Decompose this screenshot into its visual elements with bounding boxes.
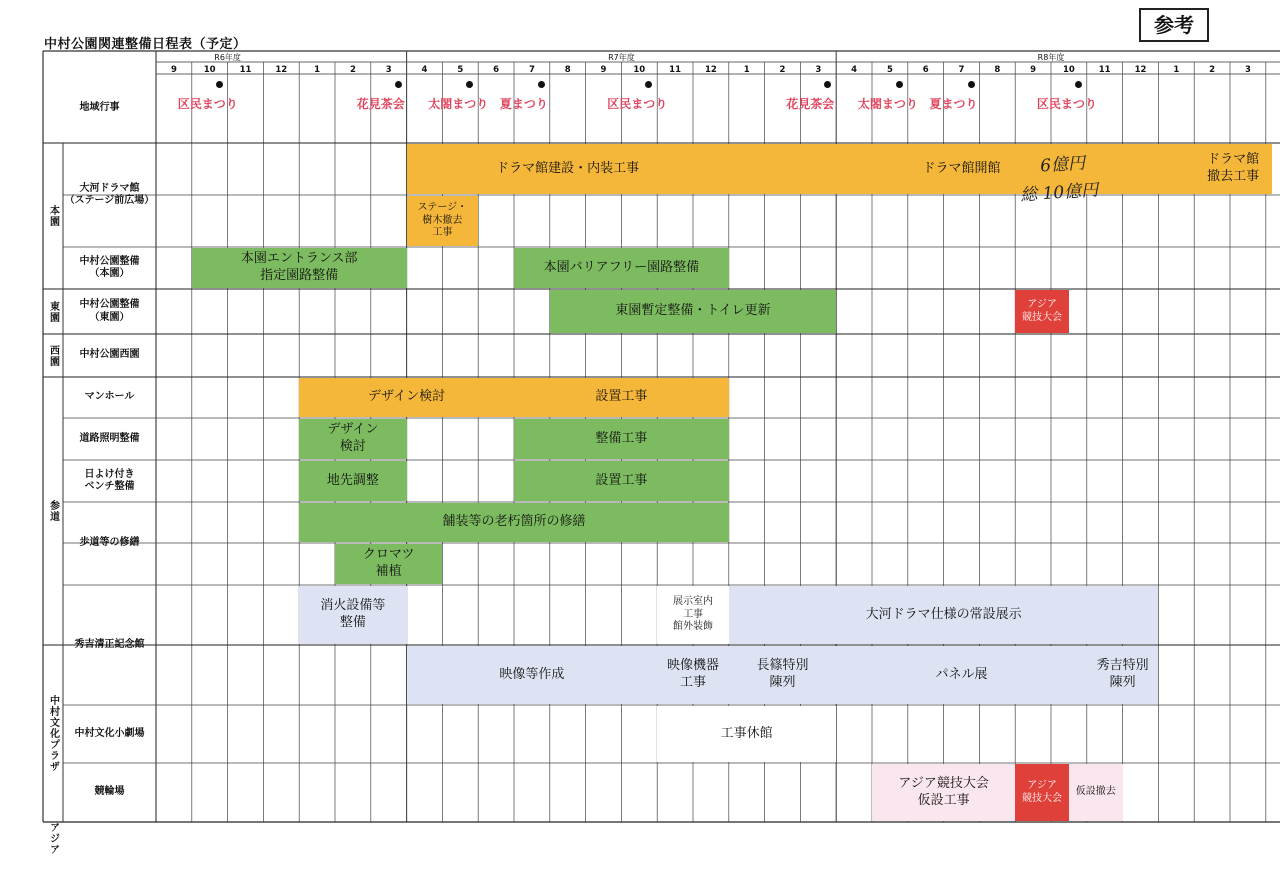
month-label: 3 bbox=[385, 65, 392, 75]
handwritten-note: 6億円 bbox=[1039, 153, 1086, 177]
event-label: 花見茶会 bbox=[356, 97, 405, 111]
month-label: 10 bbox=[203, 65, 216, 75]
schedule-bar: 長篠特別 陳列 bbox=[729, 646, 836, 704]
row-label: 中村文化小劇場 bbox=[74, 727, 145, 739]
month-label: 12 bbox=[704, 65, 717, 75]
row-label: 道路照明整備 bbox=[79, 432, 140, 444]
group-label: アジア bbox=[47, 822, 59, 855]
event-label: 太閤まつり bbox=[428, 97, 489, 111]
schedule-bar: 映像等作成 bbox=[407, 646, 658, 704]
month-label: 11 bbox=[669, 65, 681, 75]
schedule-bar: パネル展 bbox=[836, 646, 1087, 704]
month-label: 2 bbox=[779, 65, 786, 75]
month-label: 4 bbox=[851, 65, 858, 75]
row-label: 中村公園西園 bbox=[79, 349, 140, 361]
row-label: マンホール bbox=[84, 391, 135, 403]
schedule-bar: 設置工事 bbox=[514, 378, 729, 417]
event-label: 区民まつり bbox=[1036, 97, 1097, 111]
month-label: 2 bbox=[349, 65, 356, 75]
group-label: 東園 bbox=[47, 300, 59, 323]
schedule-bar: 消火設備等 整備 bbox=[299, 586, 406, 644]
schedule-bar: 地先調整 bbox=[299, 461, 406, 501]
schedule-bar: ドラマ館開館 bbox=[729, 144, 1194, 194]
schedule-bar: ドラマ館建設・内装工事 bbox=[407, 144, 729, 194]
month-label: 11 bbox=[1098, 65, 1111, 75]
month-label: 6 bbox=[922, 65, 929, 75]
event-label: 区民まつり bbox=[177, 97, 238, 111]
row-label: 大河ドラマ館 （ステージ前広場） bbox=[64, 182, 155, 206]
schedule-bar: 大河ドラマ仕様の常設展示 bbox=[729, 586, 1159, 644]
month-label: 9 bbox=[600, 65, 607, 75]
schedule-bar: アジア競技大会 仮設工事 bbox=[872, 764, 1015, 821]
fiscal-year-label: R8年度 bbox=[1037, 53, 1065, 62]
page-title: 中村公園関連整備日程表（予定） bbox=[44, 37, 247, 52]
month-label: 2 bbox=[1209, 65, 1216, 75]
month-label: 3 bbox=[815, 65, 822, 75]
group-label: 西園 bbox=[47, 344, 59, 367]
month-label: 9 bbox=[170, 65, 177, 75]
month-label: 5 bbox=[886, 65, 893, 75]
schedule-bar: デザイン 検討 bbox=[299, 419, 406, 459]
row-label: 地域行事 bbox=[79, 102, 120, 114]
schedule-bar: 映像機器 工事 bbox=[657, 646, 729, 704]
fiscal-year-label: R7年度 bbox=[608, 53, 635, 62]
event-label: 区民まつり bbox=[607, 97, 668, 111]
schedule-bar: アジア 競技大会 bbox=[1015, 290, 1069, 333]
event-marker-dot bbox=[896, 81, 903, 88]
schedule-bar: 秀吉特別 陳列 bbox=[1087, 646, 1159, 704]
row-label: 歩道等の修繕 bbox=[79, 537, 140, 549]
month-label: 7 bbox=[958, 65, 965, 75]
month-label: 9 bbox=[1030, 65, 1037, 75]
month-label: 6 bbox=[493, 65, 500, 75]
group-label: 中村文化プラザ bbox=[47, 695, 59, 772]
group-label: 本園 bbox=[47, 205, 59, 227]
row-label: 中村公園整備 （本園） bbox=[79, 255, 140, 279]
event-marker-dot bbox=[395, 81, 402, 88]
schedule-bar: 展示室内 工事 館外装飾 bbox=[657, 586, 729, 644]
month-label: 12 bbox=[275, 65, 288, 75]
month-label: 1 bbox=[314, 65, 321, 75]
schedule-bar: 設置工事 bbox=[514, 461, 729, 501]
schedule-bar: 舗装等の老朽箇所の修繕 bbox=[299, 503, 729, 542]
schedule-bar: 仮設撤去 bbox=[1069, 764, 1123, 821]
schedule-bar: 整備工事 bbox=[514, 419, 729, 459]
row-label: 中村公園整備 （東園） bbox=[79, 299, 140, 323]
row-label: 競輪場 bbox=[94, 786, 125, 798]
fiscal-year-label: R6年度 bbox=[214, 53, 241, 62]
group-label: 参道 bbox=[47, 500, 59, 522]
month-label: 4 bbox=[421, 65, 428, 75]
row-label: 秀吉清正記念館 bbox=[74, 638, 145, 650]
month-label: 3 bbox=[1244, 65, 1251, 75]
month-label: 1 bbox=[1173, 65, 1180, 75]
schedule-bar: 本園エントランス部 指定園路整備 bbox=[192, 248, 407, 288]
row-label: 日よけ付き ベンチ整備 bbox=[84, 468, 135, 492]
schedule-bar: 工事休館 bbox=[657, 706, 836, 762]
handwritten-note: 総 10億円 bbox=[1019, 180, 1099, 206]
month-label: 8 bbox=[564, 65, 571, 75]
event-marker-dot bbox=[216, 81, 223, 88]
month-label: 12 bbox=[1134, 65, 1147, 75]
schedule-bar: クロマツ 補植 bbox=[335, 544, 442, 584]
month-label: 10 bbox=[1062, 65, 1075, 75]
event-marker-dot bbox=[538, 81, 545, 88]
event-label: 夏まつり bbox=[499, 97, 548, 111]
event-label: 花見茶会 bbox=[786, 97, 835, 111]
month-label: 10 bbox=[633, 65, 646, 75]
event-label: 太閤まつり bbox=[857, 97, 918, 111]
schedule-bar: ドラマ館 撤去工事 bbox=[1194, 144, 1272, 194]
event-label: 夏まつり bbox=[929, 97, 978, 111]
schedule-bar: ステージ・ 樹木撤去 工事 bbox=[407, 196, 479, 246]
event-marker-dot bbox=[968, 81, 975, 88]
schedule-bar: デザイン検討 bbox=[299, 378, 514, 417]
schedule-bar: 本園バリアフリー園路整備 bbox=[514, 248, 729, 288]
event-marker-dot bbox=[1075, 81, 1082, 88]
month-label: 7 bbox=[528, 65, 535, 75]
schedule-bar: アジア 競技大会 bbox=[1015, 764, 1069, 821]
reference-stamp: 参考 bbox=[1139, 8, 1209, 42]
month-label: 8 bbox=[994, 65, 1001, 75]
month-label: 11 bbox=[239, 65, 252, 75]
month-label: 1 bbox=[743, 65, 750, 75]
schedule-bar: 東園暫定整備・トイレ更新 bbox=[550, 290, 836, 333]
month-label: 5 bbox=[457, 65, 464, 75]
